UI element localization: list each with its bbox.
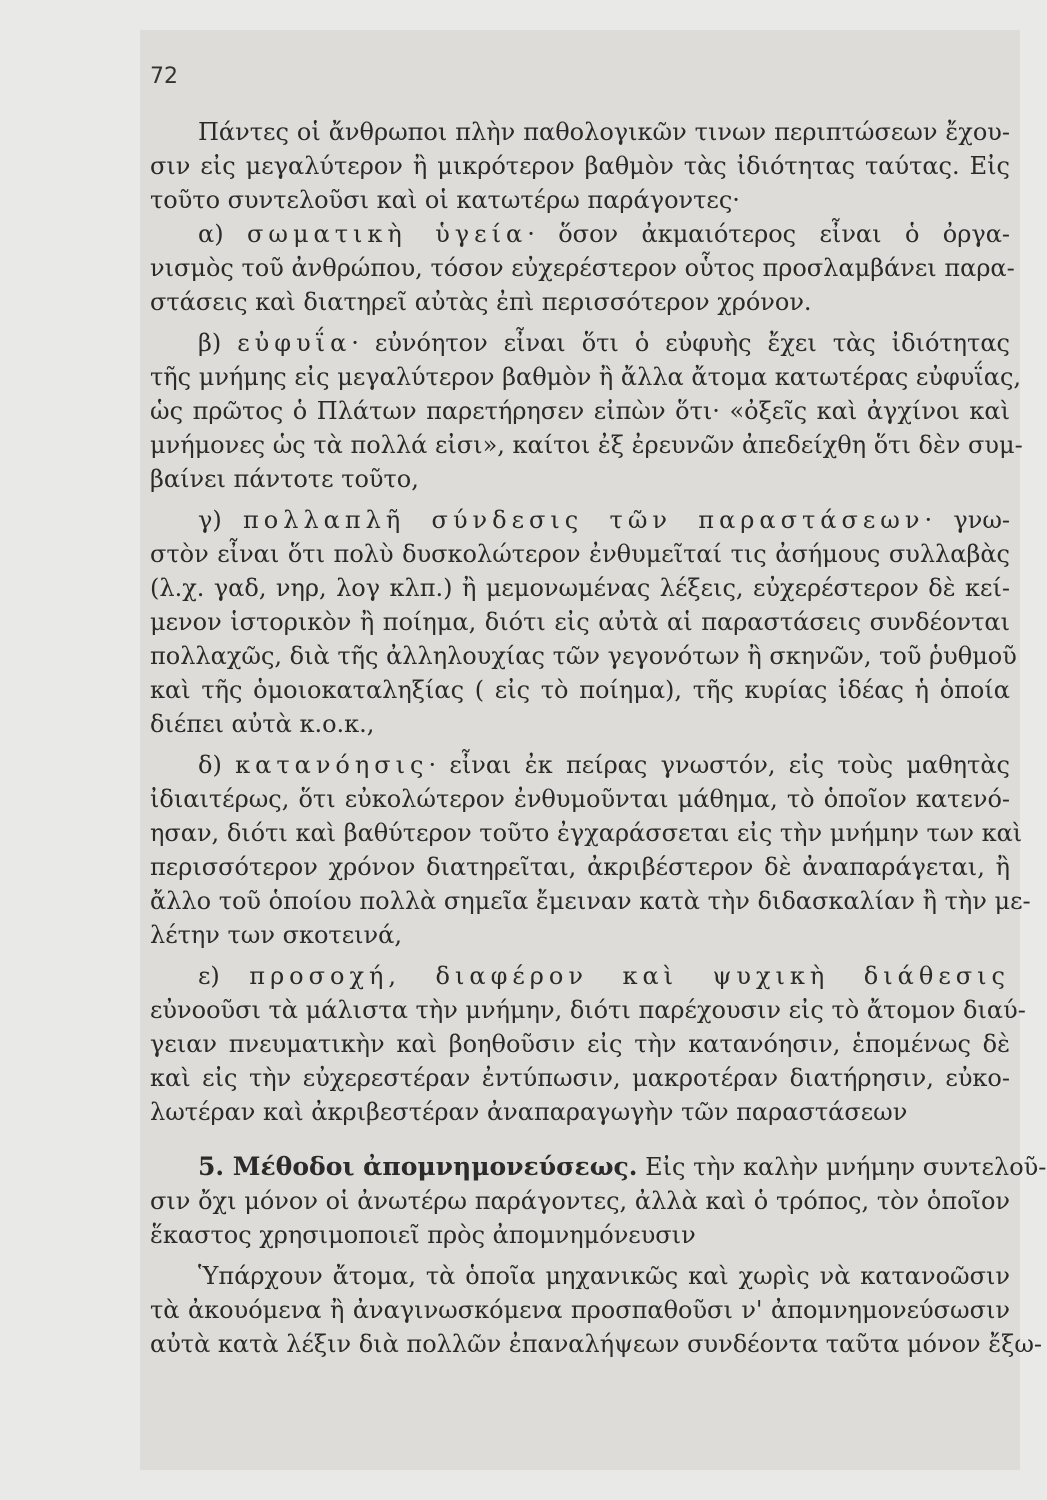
text-segment: Πάντες οἱ ἄνθρωποι πλὴν παθολογικῶν τινων περιπτώσεων ἔχου- — [198, 118, 1010, 146]
text-line — [150, 673, 1010, 707]
text-segment: σιν εἰς μεγαλύτερον ἢ μικρότερον βαθμὸν τὰς ἰδιότητας ταύτας. Εἰς — [150, 152, 1010, 180]
text-line — [150, 850, 1010, 884]
text-segment: · εὐνόητον εἶναι ὅτι ὁ εὐφυὴς ἔχει τὰς ἰδιότητας — [351, 329, 1010, 357]
text-segment: τῆς μνήμης εἰς μεγαλύτερον βαθμὸν ἢ ἄλλα ἄτομα κατωτέρας εὐφυΐας, — [150, 363, 1022, 391]
text-segment: γ) — [198, 506, 244, 534]
text-line — [150, 1027, 1010, 1061]
spaced-term: πολλαπλῆ σύνδεσις τῶν παραστάσεων — [243, 506, 925, 534]
text-line — [150, 816, 1023, 850]
text-segment: (λ.χ. γαδ, νηρ, λογ κλπ.) ἢ μεμονωμένας λέξεις, εὐχερέστερον δὲ κεί- — [150, 574, 1010, 602]
text-line — [198, 748, 1010, 782]
text-line — [198, 326, 1010, 360]
text-segment: · εἶναι ἐκ πείρας γνωστόν, εἰς τοὺς μαθητὰς — [428, 751, 1010, 779]
text-segment: λωτέραν καὶ ἀκριβεστέραν ἀναπαραγωγὴν τῶν παραστάσεων — [150, 1098, 908, 1126]
text-segment: ησαν, διότι καὶ βαθύτερον τοῦτο ἐγχαράσσεται εἰς τὴν μνήμην των καὶ — [150, 819, 1023, 847]
text-segment: στὸν εἶναι ὅτι πολὺ δυσκολώτερον ἐνθυμεῖταί τις ἀσήμους συλλαβὰς — [150, 540, 1010, 568]
section-heading: 5. Μέθοδοι ἀπομνημονεύσεως. — [198, 1152, 638, 1181]
text-segment: ἰδιαιτέρως, ὅτι εὐκολώτερον ἐνθυμοῦνται μάθημα, τὸ ὁποῖον κατενό- — [150, 785, 1010, 813]
text-line — [150, 1293, 1010, 1327]
page-number: 72 — [150, 64, 178, 89]
text-segment: · γνω- — [924, 506, 1011, 534]
text-line — [150, 1061, 1010, 1095]
text-segment: ε) — [198, 962, 250, 990]
text-line — [150, 707, 1010, 741]
text-line — [150, 571, 1010, 605]
text-segment: αὐτὰ κατὰ λέξιν διὰ πολλῶν ἐπαναλήψεων συνδέοντα ταῦτα μόνον ἔξω- — [150, 1330, 1043, 1358]
text-line — [150, 462, 1010, 496]
text-line — [150, 1218, 1010, 1252]
text-segment: νισμὸς τοῦ ἀνθρώπου, τόσον εὐχερέστερον οὗτος προσλαμβάνει παρα- — [150, 254, 1015, 282]
text-line — [198, 1150, 1047, 1184]
text-line — [150, 918, 1010, 952]
spaced-term: κατανόησις — [235, 751, 429, 779]
text-line — [198, 217, 1010, 251]
spaced-term: εὐφυΐα — [237, 329, 352, 357]
text-segment: ὡς πρῶτος ὁ Πλάτων παρετήρησεν εἰπὼν ὅτι· «ὀξεῖς καὶ ἀγχίνοι καὶ — [150, 397, 1010, 425]
text-line — [150, 285, 1010, 319]
text-segment: · ὅσον ἀκμαιότερος εἶναι ὁ ὀργα- — [527, 220, 1011, 248]
text-line — [150, 1095, 1010, 1129]
text-line — [150, 537, 1010, 571]
text-line — [198, 959, 1010, 993]
text-line — [150, 884, 1031, 918]
text-segment: μνήμονες ὡς τὰ πολλά εἰσι», καίτοι ἐξ ἐρευνῶν ἀπεδείχθη ὅτι δὲν συμ- — [150, 431, 1023, 459]
text-line — [150, 1184, 1010, 1218]
text-line — [150, 360, 1022, 394]
text-segment: καὶ εἰς τὴν εὐχερεστέραν ἐντύπωσιν, μακροτέραν διατήρησιν, εὐκο- — [150, 1064, 1010, 1092]
text-line — [150, 639, 1017, 673]
text-line — [150, 251, 1015, 285]
text-segment: στάσεις καὶ διατηρεῖ αὐτὰς ἐπὶ περισσότερον χρόνον. — [150, 288, 812, 316]
text-segment: τοῦτο συντελοῦσι καὶ οἱ κατωτέρω παράγοντες· — [150, 186, 740, 214]
text-line — [198, 1259, 1010, 1293]
text-segment: λέτην των σκοτεινά, — [150, 921, 402, 949]
text-segment: βαίνει πάντοτε τοῦτο, — [150, 465, 419, 493]
text-segment: Εἰς τὴν καλὴν μνήμην συντελοῦ- — [637, 1153, 1047, 1181]
text-segment: διέπει αὐτὰ κ.ο.κ., — [150, 710, 375, 738]
text-segment: α) — [198, 220, 247, 248]
text-segment: γειαν πνευματικὴν καὶ βοηθοῦσιν εἰς τὴν κατανόησιν, ἑπομένως δὲ — [150, 1030, 1010, 1058]
text-segment: σιν ὄχι μόνον οἱ ἀνωτέρω παράγοντες, ἀλλὰ καὶ ὁ τρόπος, τὸν ὁποῖον — [150, 1187, 1010, 1215]
text-segment: δ) — [198, 751, 236, 779]
text-segment: περισσότερον χρόνον διατηρεῖται, ἀκριβέστερον δὲ ἀναπαράγεται, ἢ — [150, 853, 1010, 881]
spaced-term: σωματικὴ ὑγεία — [246, 220, 528, 248]
text-line — [150, 149, 1010, 183]
text-line — [150, 993, 1026, 1027]
text-line — [150, 394, 1010, 428]
text-segment: ἄλλο τοῦ ὁποίου πολλὰ σημεῖα ἔμειναν κατὰ τὴν διδασκαλίαν ἢ τὴν με- — [150, 887, 1031, 915]
text-segment: Ὑπάρχουν ἄτομα, τὰ ὁποῖα μηχανικῶς καὶ χωρὶς νὰ κατανοῶσιν — [198, 1262, 1010, 1290]
text-line — [150, 605, 1010, 639]
text-line — [150, 1327, 1043, 1361]
text-segment: πολλαχῶς, διὰ τῆς ἀλληλουχίας τῶν γεγονότων ἢ σκηνῶν, τοῦ ῥυθμοῦ — [150, 642, 1017, 670]
text-line — [150, 428, 1023, 462]
text-segment: καὶ τῆς ὁμοιοκαταληξίας ( εἰς τὸ ποίημα), τῆς κυρίας ἰδέας ἡ ὁποία — [150, 676, 1010, 704]
text-segment: ἕκαστος χρησιμοποιεῖ πρὸς ἀπομνημόνευσιν — [150, 1221, 696, 1249]
text-line — [198, 115, 1010, 149]
text-line — [150, 183, 1010, 217]
text-line — [150, 782, 1010, 816]
text-segment: τὰ ἀκουόμενα ἢ ἀναγινωσκόμενα προσπαθοῦσι ν' ἀπομνημονεύσωσιν — [150, 1296, 1010, 1324]
text-segment: μενον ἱστορικὸν ἢ ποίημα, διότι εἰς αὐτὰ αἱ παραστάσεις συνδέονται — [150, 608, 1010, 636]
spaced-term: προσοχή, διαφέρον καὶ ψυχικὴ διάθεσις — [249, 962, 1010, 990]
text-segment: β) — [198, 329, 238, 357]
text-line — [198, 503, 1010, 537]
text-segment: εὐνοοῦσι τὰ μάλιστα τὴν μνήμην, διότι παρέχουσιν εἰς τὸ ἄτομον διαύ- — [150, 996, 1026, 1024]
